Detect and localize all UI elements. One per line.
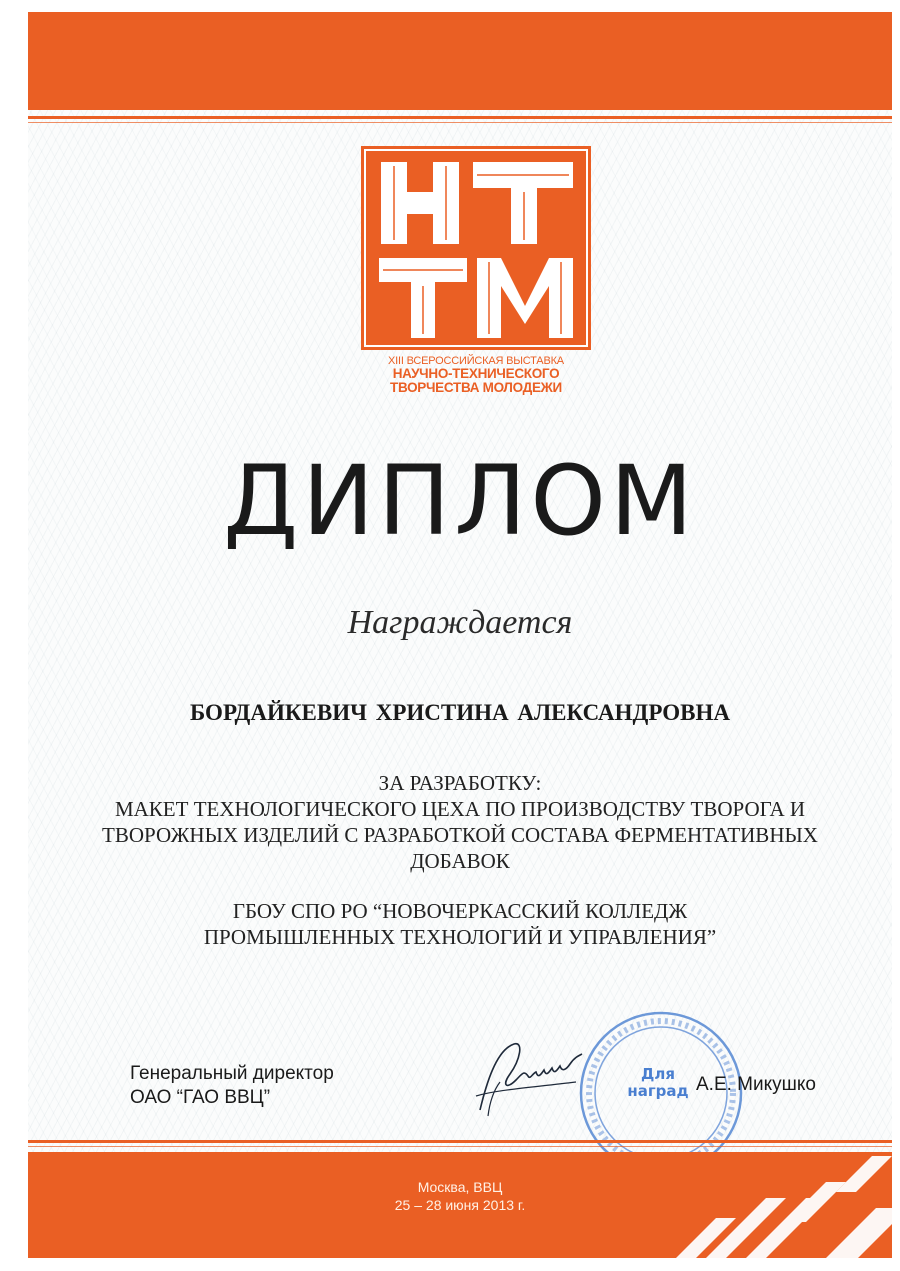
signatory-title-line2: ОАО “ГАО ВВЦ” [130, 1087, 271, 1108]
award-reason-line1: ЗА РАЗРАБОТКУ: [378, 771, 542, 795]
diploma-title: ДИПЛОМ [223, 445, 697, 557]
stamp-text-line2: наград [627, 1082, 689, 1100]
award-reason [38, 770, 882, 874]
logo-caption [356, 356, 596, 394]
award-reason-line4: ДОБАВОК [410, 849, 510, 873]
logo-caption-line2: НАУЧНО-ТЕХНИЧЕСКОГО [392, 366, 560, 381]
top-rule-thin [28, 122, 892, 123]
logo-caption-line1: XIII ВСЕРОССИЙСКАЯ ВЫСТАВКА [388, 355, 564, 367]
stamp-text [618, 1066, 698, 1100]
stamp-text-line1: Для [641, 1065, 675, 1083]
diploma-sheet [28, 12, 892, 1258]
bottom-rule [28, 1140, 892, 1143]
awarded-label: Награждается [347, 604, 573, 641]
footer-place: Москва, ВВЦ [417, 1179, 503, 1195]
signatory-name: А.Е. Микушко [696, 1074, 816, 1095]
signatory-title-line1: Генеральный директор [130, 1063, 334, 1084]
handwritten-signature [466, 1030, 586, 1120]
logo-letters-graphic [361, 146, 591, 350]
organization [38, 898, 882, 950]
recipient-name: БОРДАЙКЕВИЧ ХРИСТИНА АЛЕКСАНДРОВНА [190, 700, 730, 725]
organization-line2: ПРОМЫШЛЕННЫХ ТЕХНОЛОГИЙ И УПРАВЛЕНИЯ” [203, 925, 717, 949]
organization-line1: ГБОУ СПО РО “НОВОЧЕРКАССКИЙ КОЛЛЕДЖ [232, 899, 688, 923]
top-rule [28, 116, 892, 119]
top-orange-band [28, 12, 892, 110]
signatory-title [130, 1062, 334, 1110]
award-reason-line3: ТВОРОЖНЫХ ИЗДЕЛИЙ С РАЗРАБОТКОЙ СОСТАВА ФЕРМЕНТАТИВНЫХ [102, 823, 818, 847]
exhibition-logo [361, 146, 591, 350]
footer-dates: 25 – 28 июня 2013 г. [394, 1197, 526, 1213]
award-reason-line2: МАКЕТ ТЕХНОЛОГИЧЕСКОГО ЦЕХА ПО ПРОИЗВОДСТВУ ТВОРОГА И [114, 797, 806, 821]
logo-caption-line3: ТВОРЧЕСТВА МОЛОДЕЖИ [390, 379, 562, 395]
bottom-rule-thin [28, 1146, 892, 1147]
footer-info [28, 1178, 892, 1214]
